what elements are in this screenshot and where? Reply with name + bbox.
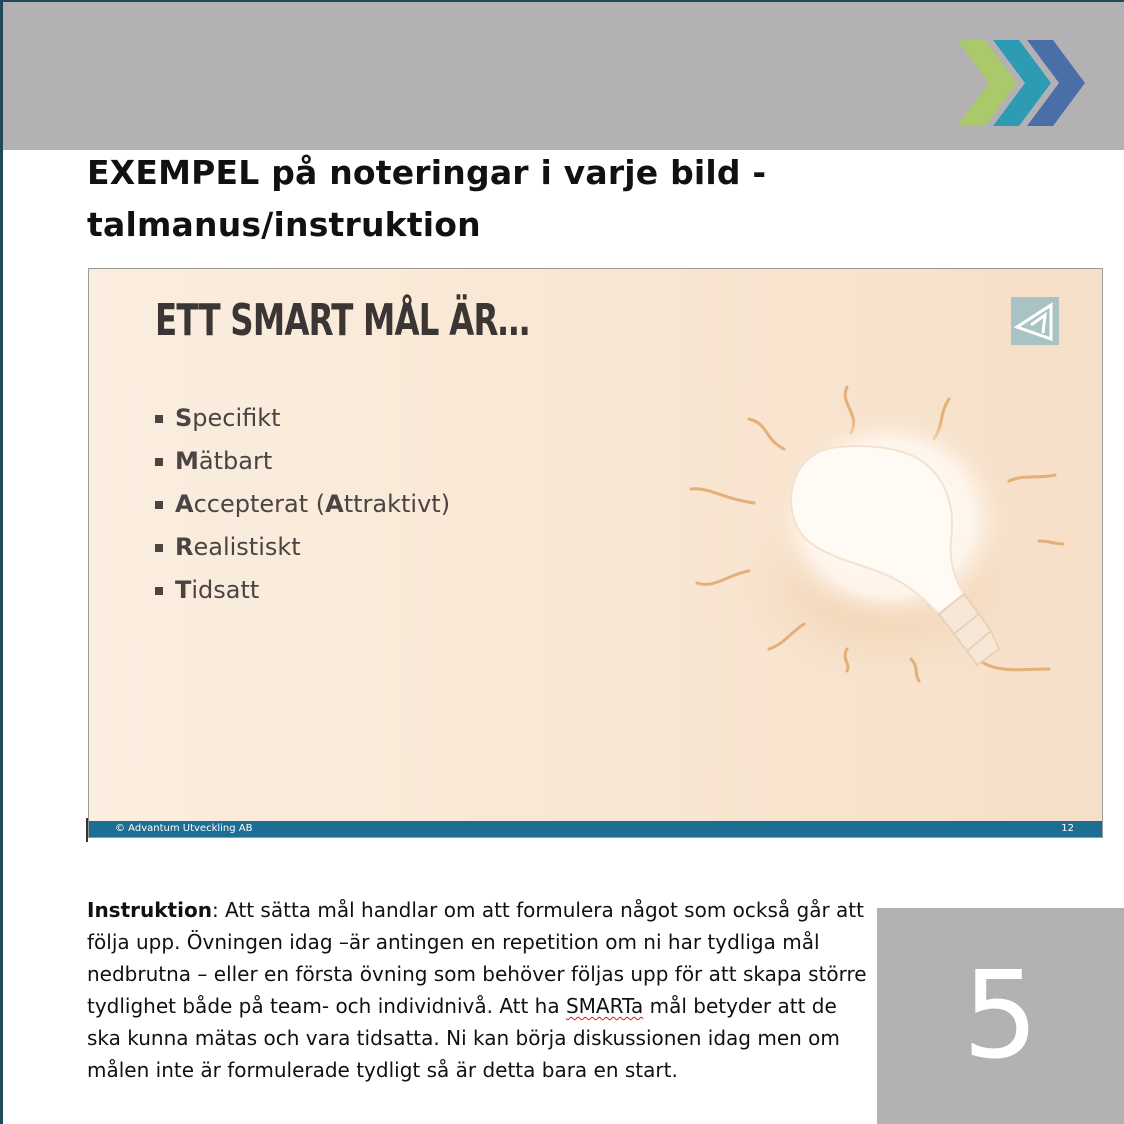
page-title-line-2: talmanus/instruktion [87,205,481,244]
instruction-text[interactable] [87,894,872,1086]
page-number-box [877,908,1124,1124]
bullet-item: T idsatt [155,569,450,612]
page-title [87,147,847,251]
slide-copyright: © Advantum Utveckling AB [115,823,253,834]
bullet-item: S pecifikt [155,397,450,440]
advantum-a-logo-icon [1011,297,1059,345]
bullet-item: A ccepterat ( A ttraktivt) [155,483,450,526]
slide-footer [89,821,1102,837]
light-bulb-icon [579,369,1103,809]
slide-thumbnail[interactable] [88,268,1103,838]
page-number: 5 [962,946,1039,1086]
slide-bullet-list [155,397,450,612]
advantum-chevrons-icon [955,36,1087,130]
instruction-body-1: : Att sätta mål handlar om att formulera något som också går att följa upp. Övningen idag –är antingen en repetition om ni har tydliga mål nedbrutna – eller en första övning som behöver följas upp för att skapa större tydlighet både på team- och individnivå. Att ha [87,898,867,1018]
page-title-line-1: EXEMPEL på noteringar i varje bild - [87,153,767,192]
text-cursor [86,818,88,842]
instruction-body-2: mål betyder att de ska kunna mätas och vara tidsatta. Ni kan börja diskussionen idag men om målen inte är formulerade tydligt så är detta bara en start. [87,994,840,1082]
instruction-label: Instruktion [87,898,212,922]
page-frame-left [0,0,3,1124]
slide-number: 12 [1061,823,1074,834]
bullet-item: M ätbart [155,440,450,483]
slide-title: ETT SMART MÅL ÄR… [155,295,530,346]
bullet-item: R ealistiskt [155,526,450,569]
spellcheck-flagged-word[interactable]: SMARTa [565,994,644,1018]
